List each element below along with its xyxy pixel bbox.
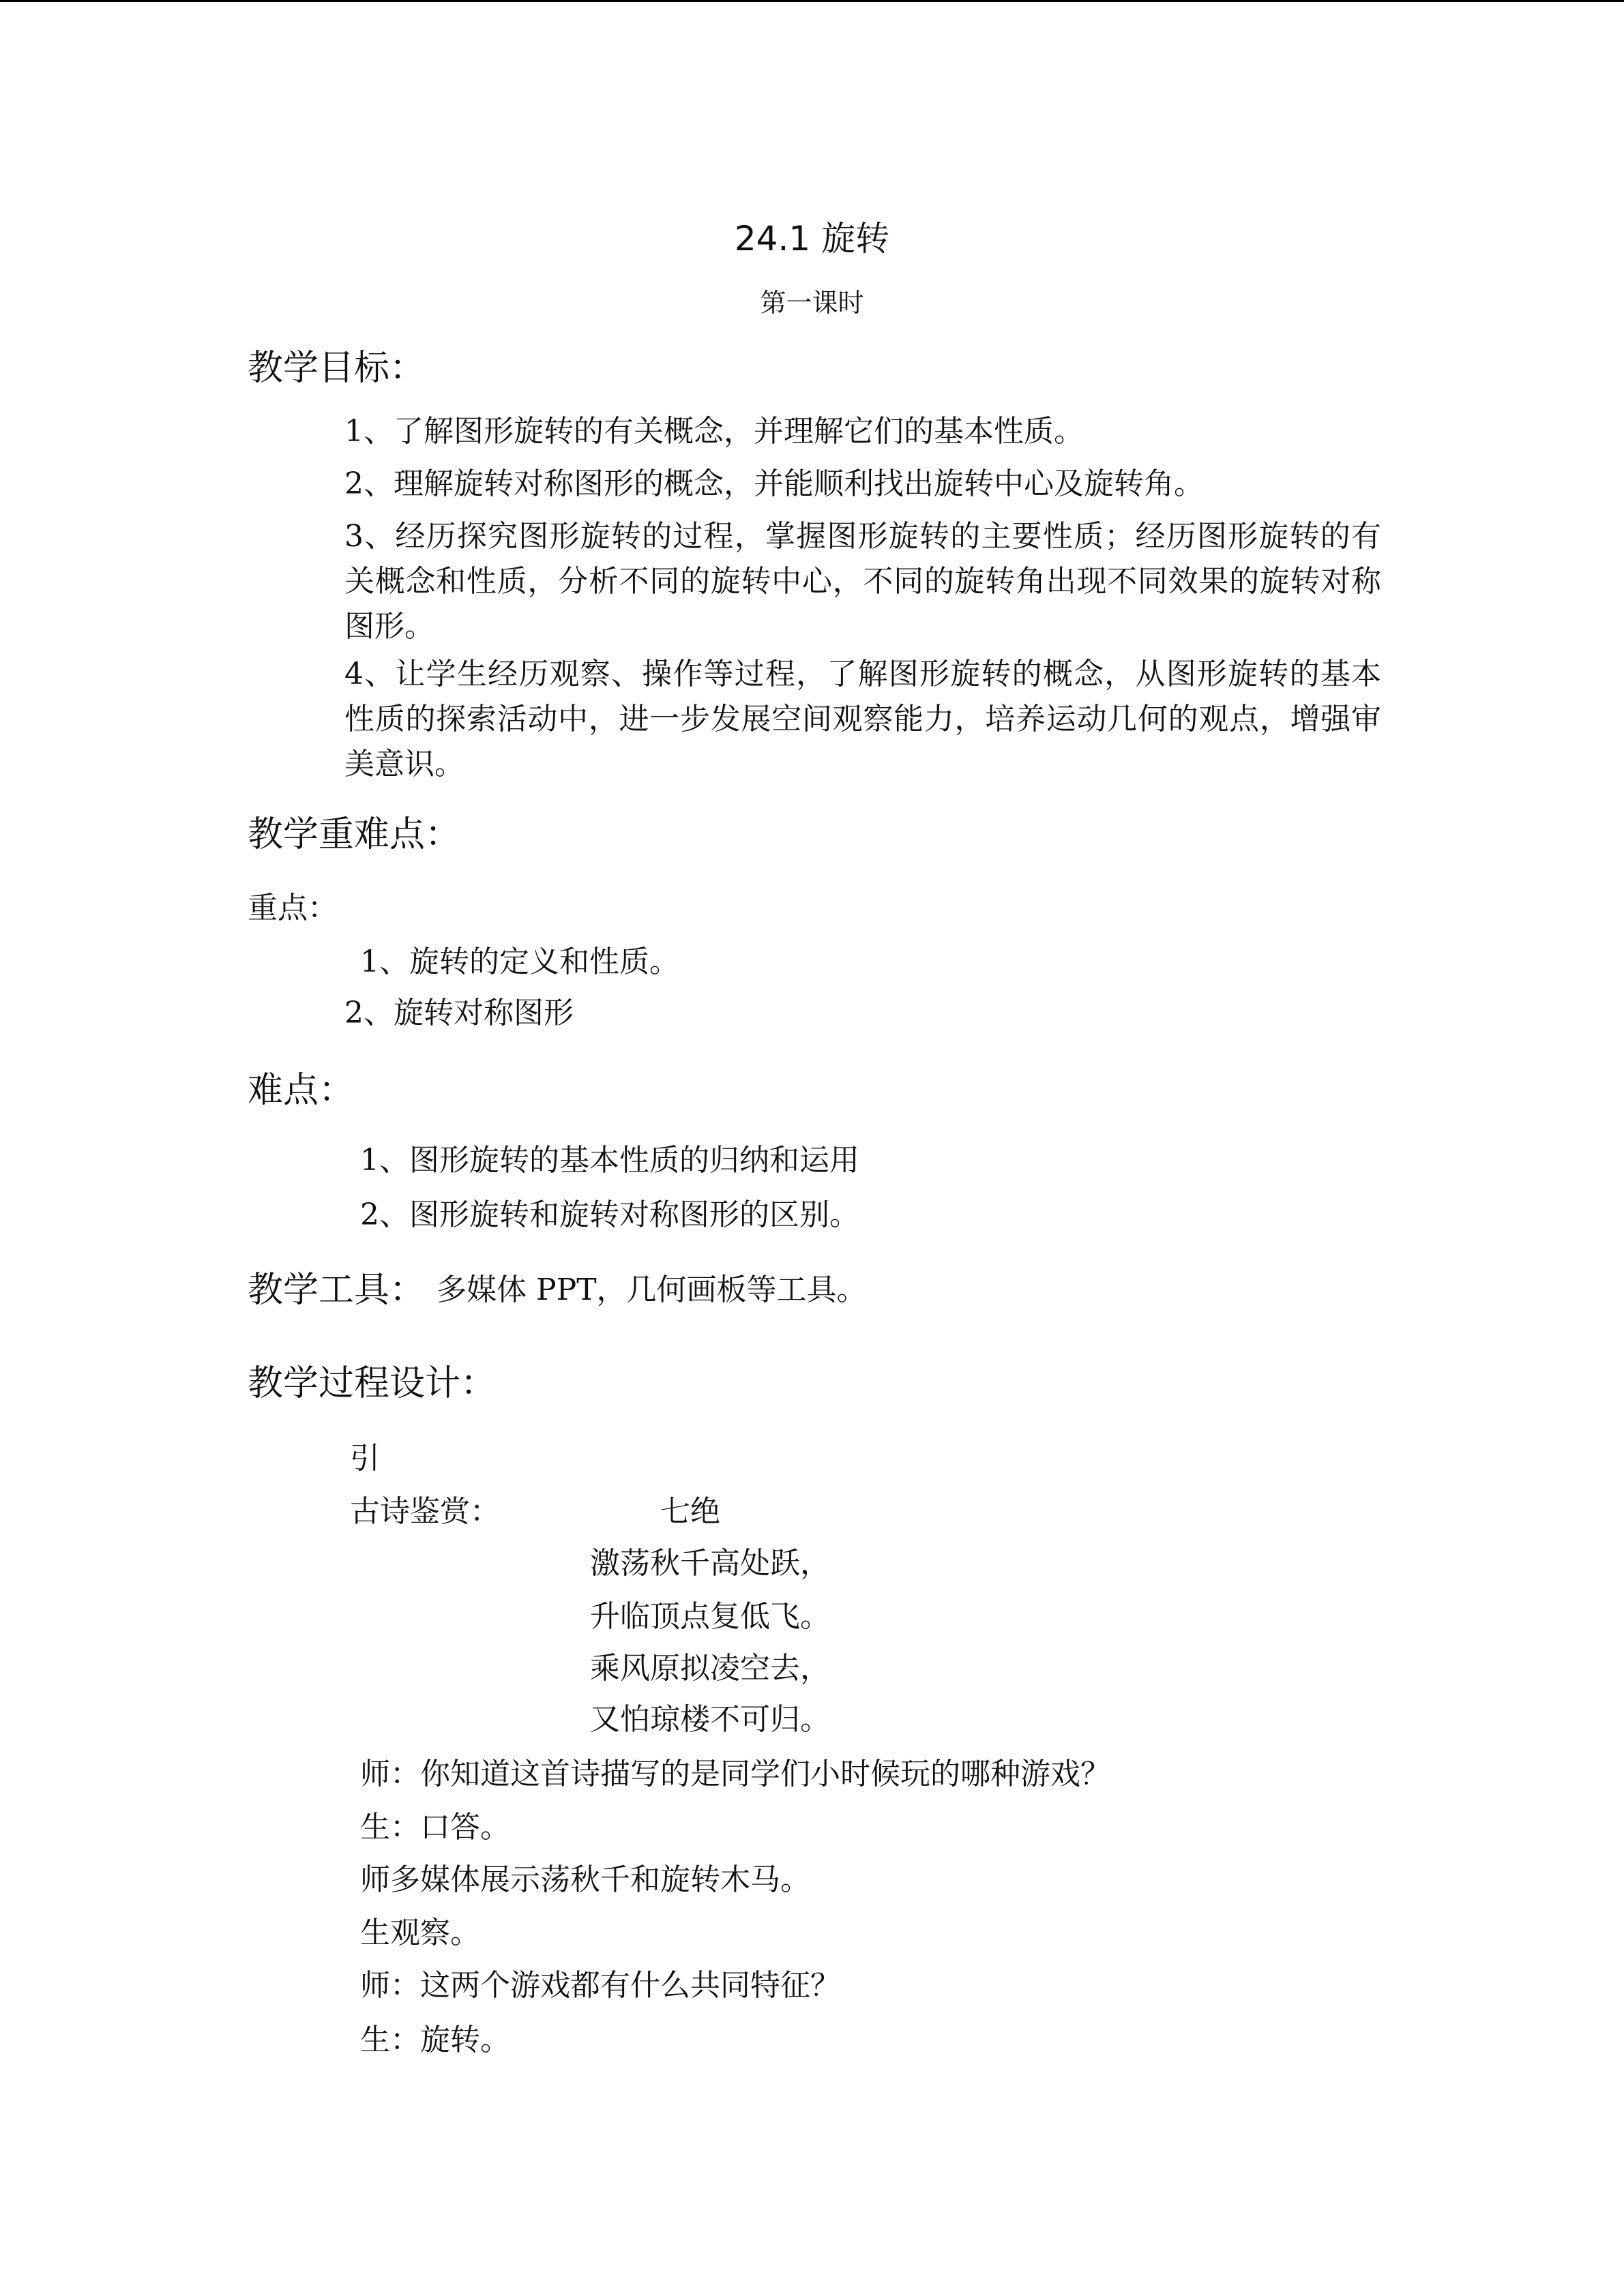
intro-label: 引 bbox=[350, 1441, 380, 1476]
document-title: 24.1 旋转 bbox=[734, 219, 890, 258]
document-subtitle: 第一课时 bbox=[760, 288, 864, 318]
page-top-border bbox=[0, 0, 1624, 2]
dialogue-line: 师：这两个游戏都有什么共同特征？ bbox=[360, 1968, 840, 2003]
objective-item: 1、了解图形旋转的有关概念，并理解它们的基本性质。 bbox=[344, 414, 1084, 449]
poem-line: 激荡秋千高处跃， bbox=[590, 1546, 830, 1581]
process-heading: 教学过程设计： bbox=[248, 1363, 497, 1404]
dialogue-line: 师多媒体展示荡秋千和旋转木马。 bbox=[360, 1862, 810, 1897]
poem-line: 升临顶点复低飞。 bbox=[590, 1599, 830, 1634]
difficulty-item: 1、图形旋转的基本性质的归纳和运用 bbox=[360, 1143, 859, 1178]
focus-item: 2、旋转对称图形 bbox=[344, 996, 574, 1030]
focus-item: 1、旋转的定义和性质。 bbox=[360, 944, 679, 979]
dialogue-line: 师：你知道这首诗描写的是同学们小时候玩的哪种游戏？ bbox=[360, 1757, 1110, 1791]
poem-line: 乘风原拟凌空去， bbox=[590, 1651, 830, 1686]
objective-item: 4、让学生经历观察、操作等过程，了解图形旋转的概念，从图形旋转的基本性质的探索活动中，进一步发展空间观察能力，培养运动几何的观点，增强审美意识。 bbox=[344, 657, 1381, 781]
poem-line: 又怕琼楼不可归。 bbox=[590, 1702, 830, 1737]
dialogue-line: 生观察。 bbox=[360, 1915, 480, 1950]
tools-content: 多媒体 PPT，几何画板等工具。 bbox=[437, 1272, 867, 1307]
objective-item: 2、理解旋转对称图形的概念，并能顺利找出旋转中心及旋转角。 bbox=[344, 466, 1204, 501]
objectives-heading: 教学目标： bbox=[248, 348, 426, 389]
poem-title: 七绝 bbox=[660, 1494, 720, 1529]
difficulty-label: 难点： bbox=[248, 1070, 355, 1111]
key-points-heading: 教学重难点： bbox=[248, 814, 461, 855]
difficulty-item: 2、图形旋转和旋转对称图形的区别。 bbox=[360, 1197, 859, 1232]
dialogue-line: 生：旋转。 bbox=[360, 2023, 510, 2057]
tools-heading: 教学工具： bbox=[248, 1270, 426, 1311]
poem-label: 古诗鉴赏： bbox=[350, 1494, 500, 1529]
objective-item: 3、经历探究图形旋转的过程，掌握图形旋转的主要性质；经历图形旋转的有关概念和性质，分析不同的旋转中心，不同的旋转角出现不同效果的旋转对称图形。 bbox=[344, 519, 1381, 644]
dialogue-line: 生：口答。 bbox=[360, 1810, 510, 1845]
focus-label: 重点： bbox=[248, 891, 338, 925]
